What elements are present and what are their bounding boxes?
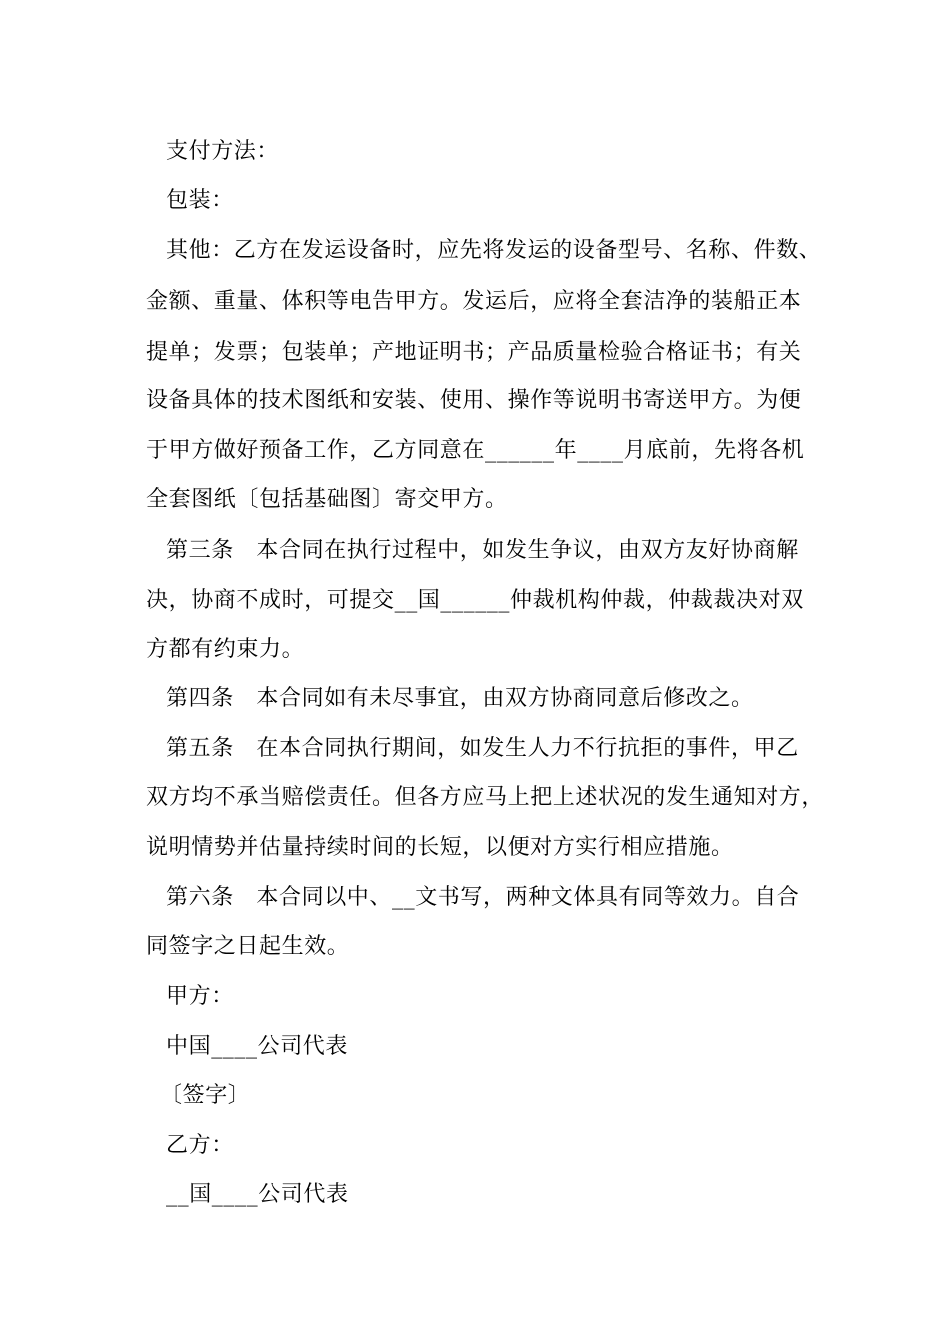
- article-5-line: 第五条 在本合同执行期间，如发生人力不行抗拒的事件，甲乙: [166, 736, 799, 761]
- other-paragraph-line: 其他：乙方在发运设备时，应先将发运的设备型号、名称、件数、: [166, 238, 822, 263]
- article-3-line: 第三条 本合同在执行过程中，如发生争议，由双方友好协商解: [166, 538, 799, 563]
- party-a-label: 甲方：: [166, 984, 234, 1009]
- article-4-line: 第四条 本合同如有未尽事宜，由双方协商同意后修改之。: [166, 686, 754, 711]
- other-paragraph-line: 提单；发票；包装单；产地证明书；产品质量检验合格证书；有关: [146, 340, 802, 365]
- party-a-signature: 〔签字〕: [160, 1083, 251, 1108]
- other-paragraph-line: 设备具体的技术图纸和安装、使用、操作等说明书寄送甲方。为便: [146, 388, 802, 413]
- article-3-line: 方都有约束力。: [146, 637, 305, 662]
- article-5-line: 双方均不承当赔偿责任。但各方应马上把上述状况的发生通知对方，: [146, 785, 825, 810]
- packaging-heading: 包装：: [166, 188, 234, 213]
- article-6-line: 同签字之日起生效。: [146, 934, 350, 959]
- other-paragraph-line: 于甲方做好预备工作，乙方同意在______年____月底前，先将各机: [146, 438, 805, 463]
- article-5-line: 说明情势并估量持续时间的长短，以便对方实行相应措施。: [146, 835, 734, 860]
- party-b-representative: __国____公司代表: [166, 1182, 349, 1207]
- article-3-line: 决，协商不成时，可提交__国______仲裁机构仲裁，仲裁裁决对双: [146, 588, 804, 613]
- party-a-representative: 中国____公司代表: [166, 1034, 349, 1059]
- party-b-label: 乙方：: [166, 1133, 234, 1158]
- other-paragraph-line: 金额、重量、体积等电告甲方。发运后，应将全套洁净的装船正本: [146, 289, 802, 314]
- other-paragraph-line: 全套图纸〔包括基础图〕寄交甲方。: [146, 487, 508, 512]
- article-6-line: 第六条 本合同以中、__文书写，两种文体具有同等效力。自合: [166, 885, 800, 910]
- payment-method-heading: 支付方法：: [166, 139, 280, 164]
